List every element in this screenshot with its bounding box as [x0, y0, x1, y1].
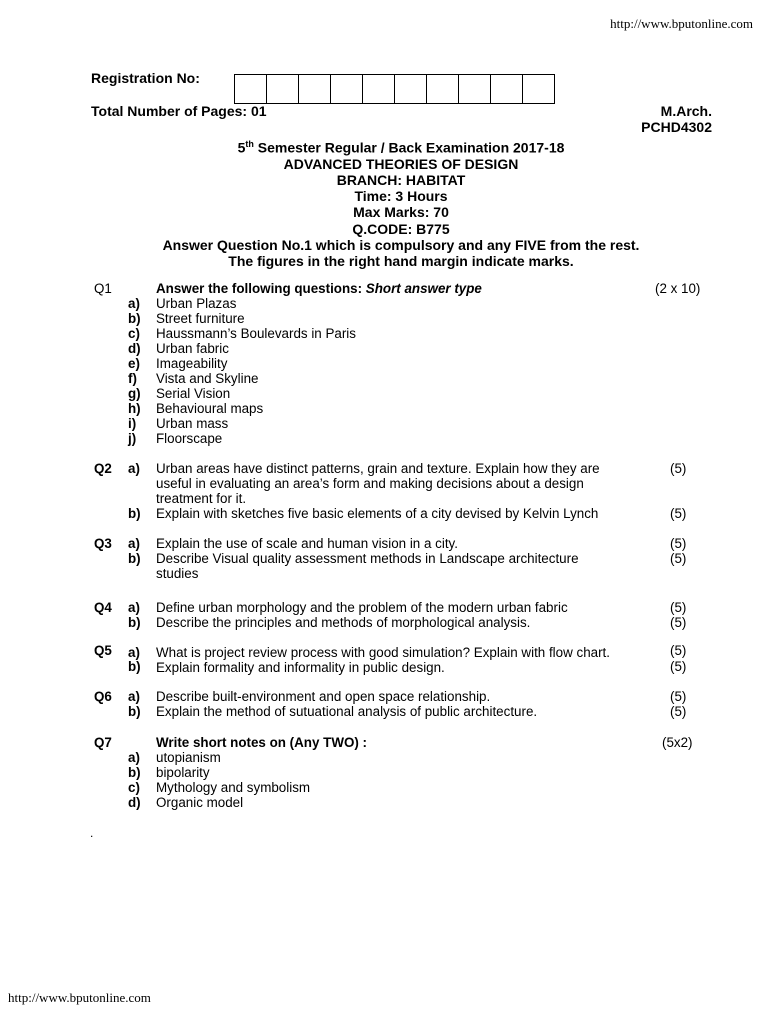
sub-text-line: Define urban morphology and the problem of the modern urban fabric — [156, 600, 568, 615]
item-label: b) — [128, 765, 141, 780]
sub-label: a) — [128, 600, 140, 615]
sub-marks: (5) — [670, 689, 687, 704]
sub-text-line: Explain the method of sutuational analysis of public architecture. — [156, 704, 538, 719]
sub-text-line: Explain formality and informality in public design. — [156, 660, 445, 675]
source-url-top: http://www.bputonline.com — [610, 16, 753, 31]
program-name: M.Arch. — [660, 103, 712, 119]
registration-digit-box — [330, 74, 362, 104]
sub-text-line: Describe Visual quality assessment methods in Landscape architecture — [156, 551, 579, 566]
registration-digit-box — [298, 74, 330, 104]
item-text: Floorscape — [156, 431, 223, 446]
source-url-bottom: http://www.bputonline.com — [8, 990, 151, 1005]
item-text: Urban mass — [156, 416, 229, 431]
sub-label: b) — [128, 506, 141, 521]
item-label: f) — [128, 371, 137, 386]
sub-text-line: treatment for it. — [156, 491, 247, 506]
question-number: Q2 — [94, 461, 112, 476]
sub-marks: (5) — [670, 551, 687, 566]
sub-marks: (5) — [670, 659, 687, 674]
question-title-text: Answer the following questions: — [156, 281, 366, 296]
sub-text-line: What is project review process with good simulation? Explain with flow chart. — [156, 645, 610, 660]
branch: BRANCH: HABITAT — [336, 172, 466, 189]
item-text: utopianism — [156, 750, 221, 765]
registration-digit-box — [426, 74, 458, 104]
sub-text-line: studies — [156, 566, 199, 581]
sub-label: a) — [128, 461, 140, 476]
sub-label: a) — [128, 645, 140, 660]
registration-digit-box — [266, 74, 298, 104]
registration-digit-box — [522, 74, 555, 104]
item-text: Vista and Skyline — [156, 371, 259, 386]
question-number: Q1 — [94, 281, 112, 296]
item-text: Organic model — [156, 795, 244, 810]
item-label: e) — [128, 356, 140, 371]
registration-digit-box — [490, 74, 522, 104]
item-text: Serial Vision — [156, 386, 231, 401]
item-label: d) — [128, 341, 141, 356]
sub-label: b) — [128, 659, 141, 674]
subject-title: ADVANCED THEORIES OF DESIGN — [283, 155, 519, 172]
item-label: b) — [128, 311, 141, 326]
total-pages: Total Number of Pages: 01 — [91, 103, 267, 119]
question-number: Q7 — [94, 735, 112, 750]
instruction-1: Answer Question No.1 which is compulsory and any FIVE from the rest. — [162, 236, 640, 253]
registration-digit-box — [458, 74, 490, 104]
item-label: i) — [128, 416, 137, 431]
semester-suffix: th — [245, 139, 254, 149]
question-title — [156, 281, 646, 296]
instruction-2: The figures in the right hand margin indicate marks. — [228, 253, 574, 270]
sub-text-line: Describe built-environment and open space relationship. — [156, 689, 491, 704]
item-text: Behavioural maps — [156, 401, 264, 416]
sub-marks: (5) — [670, 600, 687, 615]
question-number: Q4 — [94, 600, 112, 615]
sub-text-line: useful in evaluating an area’s form and making decisions about a design — [156, 476, 584, 491]
sub-marks: (5) — [670, 704, 687, 719]
exam-header — [0, 136, 768, 269]
item-label: d) — [128, 795, 141, 810]
item-label: g) — [128, 386, 141, 401]
item-text: Street furniture — [156, 311, 245, 326]
sub-marks: (5) — [670, 643, 687, 658]
question-code: Q.CODE: B775 — [352, 220, 450, 237]
sub-label: a) — [128, 689, 140, 704]
item-text: Mythology and symbolism — [156, 780, 311, 795]
sub-text-line: Explain with sketches five basic elements of a city devised by Kelvin Lynch — [156, 506, 599, 521]
item-label: a) — [128, 296, 140, 311]
sub-marks: (5) — [670, 615, 687, 630]
sub-text-line: Urban areas have distinct patterns, grain and texture. Explain how they are — [156, 461, 600, 476]
semester-line — [0, 136, 768, 156]
footer-dot: . — [90, 826, 94, 840]
sub-label: a) — [128, 536, 140, 551]
sub-text-line: Describe the principles and methods of morphological analysis. — [156, 615, 531, 630]
registration-digit-box — [234, 74, 266, 104]
registration-digit-box — [362, 74, 394, 104]
sub-label: b) — [128, 704, 141, 719]
item-label: j) — [128, 431, 137, 446]
item-text: bipolarity — [156, 765, 210, 780]
question-number: Q5 — [94, 643, 112, 658]
sub-label: b) — [128, 551, 141, 566]
course-code: PCHD4302 — [641, 119, 712, 135]
item-label: c) — [128, 326, 140, 341]
registration-digit-box — [394, 74, 426, 104]
question-number: Q3 — [94, 536, 112, 551]
question-marks: (2 x 10) — [655, 281, 701, 296]
item-label: c) — [128, 780, 140, 795]
sub-label: b) — [128, 615, 141, 630]
question-number: Q6 — [94, 689, 112, 704]
program-code-block — [641, 103, 712, 135]
registration-label: Registration No: — [91, 70, 200, 86]
item-text: Urban Plazas — [156, 296, 237, 311]
item-label: h) — [128, 401, 141, 416]
registration-boxes — [234, 74, 555, 104]
item-label: a) — [128, 750, 140, 765]
item-text: Imageability — [156, 356, 228, 371]
time: Time: 3 Hours — [354, 188, 448, 205]
item-text: Urban fabric — [156, 341, 229, 356]
question-title-italic: Short answer type — [365, 281, 482, 296]
question-marks: (5x2) — [662, 735, 693, 750]
sub-marks: (5) — [670, 506, 687, 521]
question-title: Write short notes on (Any TWO) : — [156, 735, 368, 750]
semester-text: Semester Regular / Back Examination 2017-18 — [253, 139, 565, 156]
item-text: Haussmann’s Boulevards in Paris — [156, 326, 356, 341]
semester-number: 5 — [237, 139, 246, 156]
sub-marks: (5) — [670, 461, 687, 476]
max-marks: Max Marks: 70 — [353, 204, 449, 221]
sub-text-line: Explain the use of scale and human vision in a city. — [156, 536, 458, 551]
sub-marks: (5) — [670, 536, 687, 551]
